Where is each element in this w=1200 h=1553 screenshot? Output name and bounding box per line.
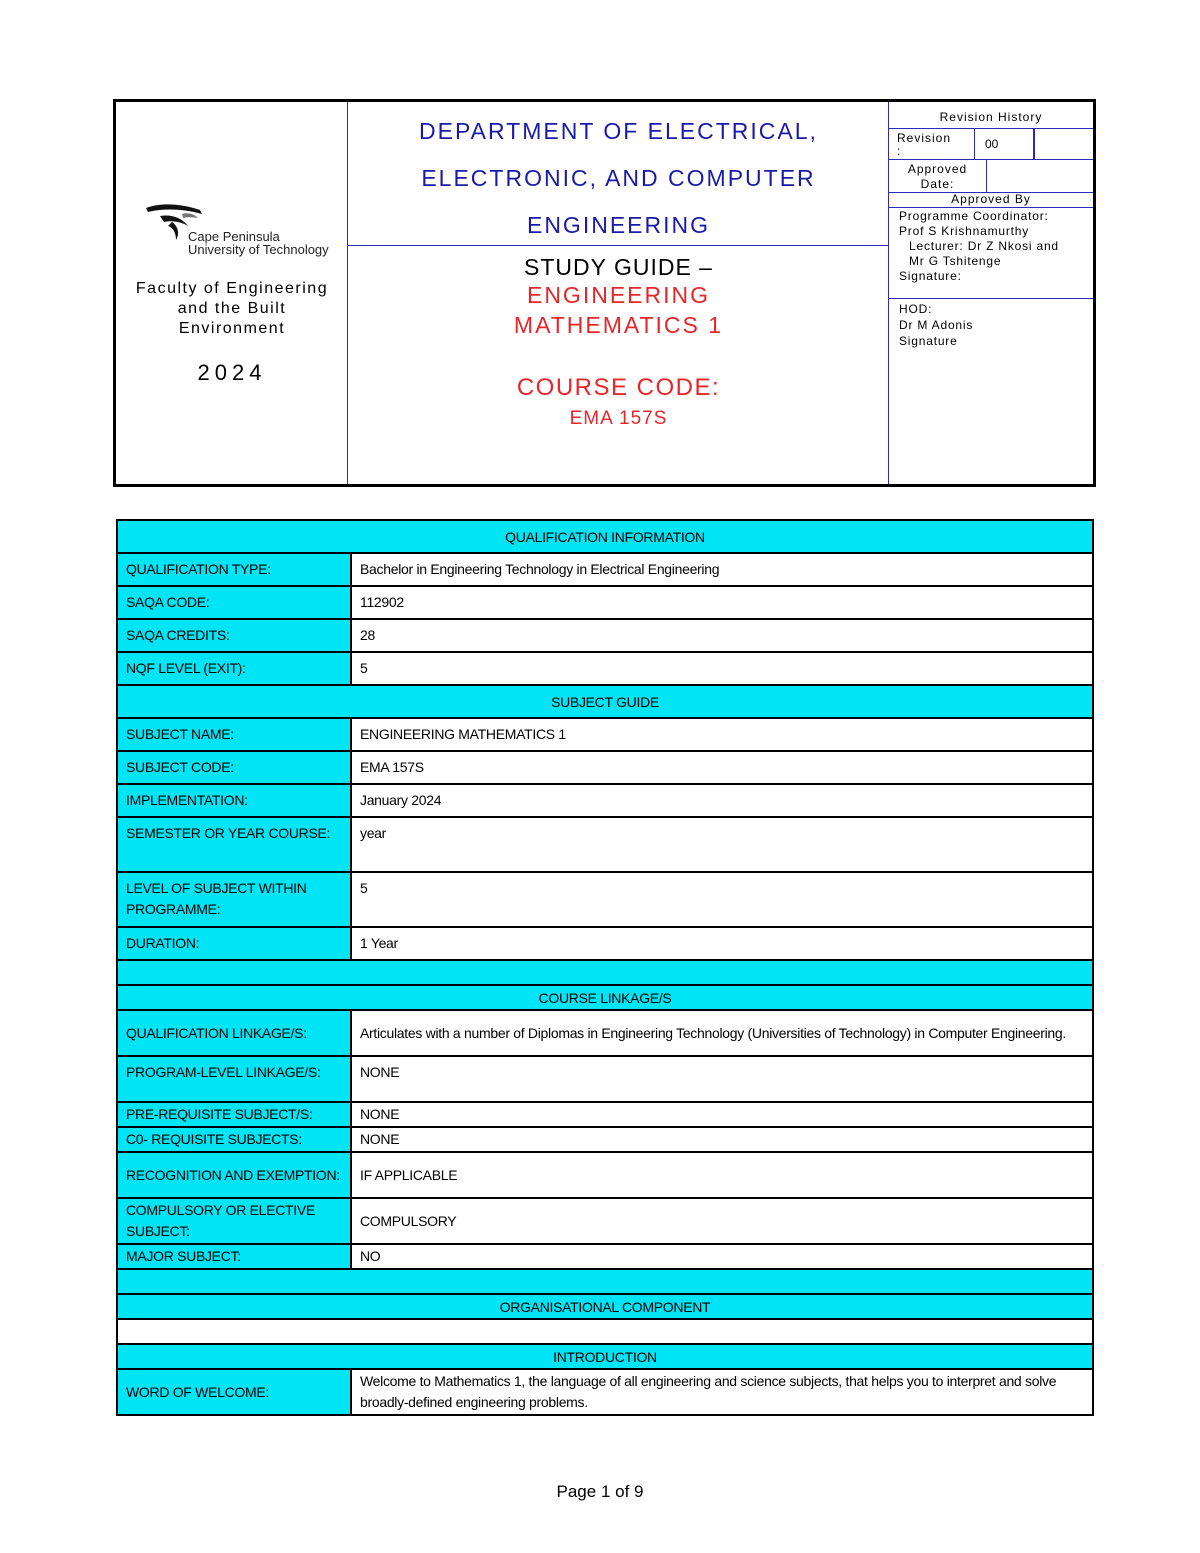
- row-label: SUBJECT NAME:: [117, 718, 351, 751]
- row-value: NONE: [351, 1056, 1093, 1102]
- row-value: 1 Year: [351, 927, 1093, 960]
- header-box: [113, 99, 1096, 487]
- row-value: 28: [351, 619, 1093, 652]
- department-line3: ENGINEERING: [526, 212, 711, 238]
- middle-divider: [348, 245, 889, 246]
- blank-cell: [117, 960, 1093, 985]
- organisational-component-header: ORGANISATIONAL COMPONENT: [117, 1294, 1093, 1319]
- hod-label: HOD:: [899, 302, 933, 316]
- revision-label-text: Revision: [897, 131, 952, 145]
- row-label: SAQA CREDITS:: [117, 619, 351, 652]
- year-label: 2024: [197, 360, 267, 385]
- blank-cell: [117, 1269, 1093, 1294]
- row-value: Articulates with a number of Diplomas in Engineering Technology (Universities of Technology) in Computer Engineering.: [351, 1010, 1093, 1056]
- row-label: MAJOR SUBJECT:: [117, 1244, 351, 1269]
- row-value: January 2024: [351, 784, 1093, 817]
- row-value: Welcome to Mathematics 1, the language of all engineering and science subjects, that helps you to interpret and solve broadly-defined engineering problems.: [351, 1369, 1093, 1415]
- row-value: 5: [351, 872, 1093, 927]
- row-value: IF APPLICABLE: [351, 1152, 1093, 1198]
- table-row: [117, 751, 1093, 784]
- row-value: 112902: [351, 586, 1093, 619]
- table-row: [117, 1102, 1093, 1127]
- page-number: Page 1 of 9: [556, 1482, 644, 1501]
- approved-date-divider: [986, 160, 987, 192]
- revision-label-colon: :: [897, 144, 902, 158]
- row-label: PRE-REQUISITE SUBJECT/S:: [117, 1102, 351, 1127]
- table-row: [117, 1152, 1093, 1198]
- row-label: LEVEL OF SUBJECT WITHIN PROGRAMME:: [117, 872, 351, 927]
- header-left-column: [116, 102, 348, 484]
- right-divider: [889, 298, 1093, 299]
- hod-block: [899, 301, 973, 349]
- approved-label-line1: Approved: [907, 162, 968, 176]
- table-row: [117, 652, 1093, 685]
- row-label: C0- REQUISITE SUBJECTS:: [117, 1127, 351, 1152]
- introduction-header: INTRODUCTION: [117, 1344, 1093, 1369]
- row-value: Bachelor in Engineering Technology in Electrical Engineering: [351, 553, 1093, 586]
- lecturer-line: Lecturer: Dr Z Nkosi and: [909, 239, 1059, 253]
- subject-title-line1: ENGINEERING: [526, 282, 711, 308]
- approved-by-title: Approved By: [889, 192, 1093, 208]
- blank-row: [117, 1319, 1093, 1344]
- table-row: [117, 1127, 1093, 1152]
- row-label: IMPLEMENTATION:: [117, 784, 351, 817]
- subject-guide-header: SUBJECT GUIDE: [117, 685, 1093, 718]
- coordinator-name: Prof S Krishnamurthy: [899, 224, 1030, 238]
- faculty-line3: Environment: [178, 320, 286, 337]
- row-value: NONE: [351, 1127, 1093, 1152]
- approved-date-row: [889, 160, 1093, 193]
- university-name-line2: University of Technology: [188, 242, 329, 257]
- department-line2: ELECTRONIC, AND COMPUTER: [421, 165, 816, 191]
- row-label: RECOGNITION AND EXEMPTION:: [117, 1152, 351, 1198]
- coordinator-label: Programme Coordinator:: [899, 209, 1049, 223]
- row-label: SAQA CODE:: [117, 586, 351, 619]
- course-code-label: COURSE CODE:: [516, 374, 721, 401]
- table-row: [117, 1198, 1093, 1244]
- section-header-row: [117, 1294, 1093, 1319]
- row-value: COMPULSORY: [351, 1198, 1093, 1244]
- row-value: NO: [351, 1244, 1093, 1269]
- table-row: [117, 1056, 1093, 1102]
- row-value: year: [351, 817, 1093, 872]
- subject-title: [348, 280, 889, 340]
- row-label: COMPULSORY OR ELECTIVE SUBJECT:: [117, 1198, 351, 1244]
- section-header-row: [117, 685, 1093, 718]
- qualification-info-table: [116, 519, 1094, 1416]
- table-row: [117, 927, 1093, 960]
- blank-row: [117, 1269, 1093, 1294]
- faculty-line2: and the Built: [177, 300, 287, 317]
- row-label: QUALIFICATION LINKAGE/S:: [117, 1010, 351, 1056]
- row-value: 5: [351, 652, 1093, 685]
- blank-row: [117, 960, 1093, 985]
- department-line1: DEPARTMENT OF ELECTRICAL,: [419, 118, 818, 144]
- table-row: [117, 817, 1093, 872]
- table-row: [117, 586, 1093, 619]
- course-linkage-header: COURSE LINKAGE/S: [117, 985, 1093, 1010]
- faculty-name: [116, 279, 348, 339]
- row-value: EMA 157S: [351, 751, 1093, 784]
- qualification-info-header: QUALIFICATION INFORMATION: [117, 520, 1093, 553]
- revision-history-panel: [889, 102, 1093, 484]
- table-row: [117, 718, 1093, 751]
- university-name-line1: Cape Peninsula: [188, 229, 280, 244]
- faculty-line1: Faculty of Engineering: [135, 280, 329, 297]
- row-label: SUBJECT CODE:: [117, 751, 351, 784]
- row-label: DURATION:: [117, 927, 351, 960]
- revision-value: 00: [985, 137, 999, 151]
- hod-name: Dr M Adonis: [899, 318, 974, 332]
- table-row: [117, 1369, 1093, 1415]
- row-value: ENGINEERING MATHEMATICS 1: [351, 718, 1093, 751]
- course-code-value: EMA 157S: [569, 408, 668, 429]
- table-row: [117, 553, 1093, 586]
- table-row: [117, 1244, 1093, 1269]
- approved-label-line2: Date:: [920, 177, 955, 191]
- section-header-row: [117, 520, 1093, 553]
- subject-title-line2: MATHEMATICS 1: [513, 312, 724, 338]
- coordinator-signature-label: Signature:: [899, 269, 962, 283]
- table-row: [117, 1010, 1093, 1056]
- row-value: NONE: [351, 1102, 1093, 1127]
- department-title: [348, 108, 889, 249]
- row-label: NQF LEVEL (EXIT):: [117, 652, 351, 685]
- revision-history-title: Revision History: [889, 106, 1093, 129]
- study-guide-title: STUDY GUIDE –: [524, 254, 713, 280]
- row-label: WORD OF WELCOME:: [117, 1369, 351, 1415]
- section-header-row: [117, 1344, 1093, 1369]
- revision-value-cell: [974, 129, 1035, 159]
- header-middle-column: [348, 102, 889, 484]
- row-label: SEMESTER OR YEAR COURSE:: [117, 817, 351, 872]
- lecturer-line2: Mr G Tshitenge: [909, 254, 1002, 268]
- hod-signature-label: Signature: [899, 334, 958, 348]
- row-label: QUALIFICATION TYPE:: [117, 553, 351, 586]
- table-row: [117, 784, 1093, 817]
- revision-row: [889, 129, 1093, 160]
- approved-date-label: [889, 162, 986, 192]
- section-header-row: [117, 985, 1093, 1010]
- revision-label: [897, 132, 951, 158]
- row-label: PROGRAM-LEVEL LINKAGE/S:: [117, 1056, 351, 1102]
- blank-white-cell: [117, 1319, 1093, 1344]
- table-row: [117, 619, 1093, 652]
- coordinator-block: [899, 209, 1059, 284]
- table-row: [117, 872, 1093, 927]
